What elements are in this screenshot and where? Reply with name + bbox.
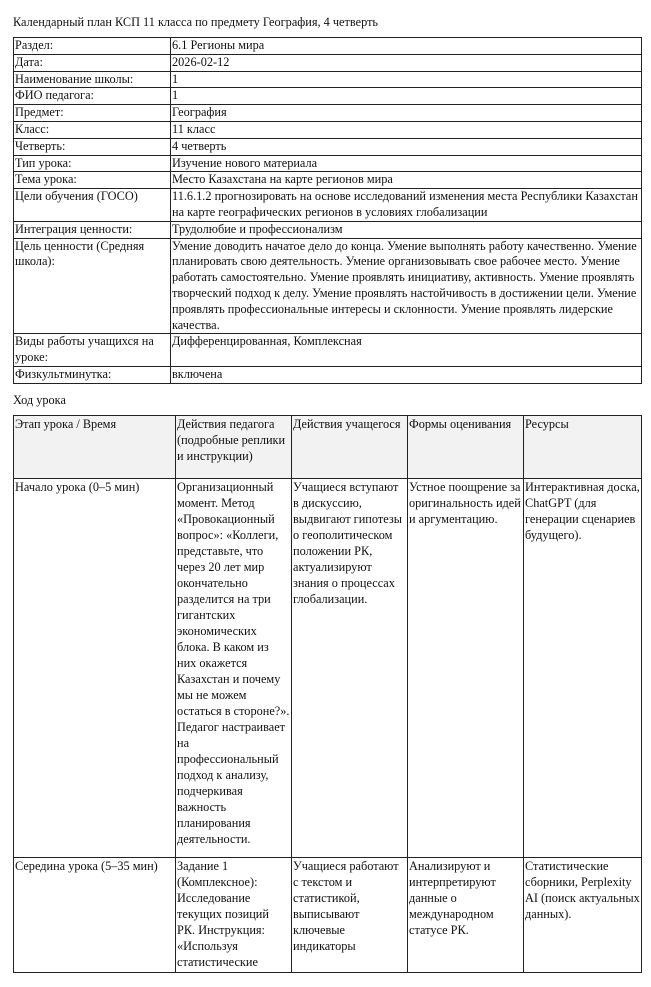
info-row — [14, 54, 642, 71]
plan-header-row — [14, 416, 642, 479]
plan-header-cell: Действия учащегося — [292, 416, 408, 479]
info-value: Место Казахстана на карте регионов мира — [171, 172, 642, 189]
plan-cell — [408, 479, 524, 858]
info-label: Виды работы учащихся на уроке: — [14, 334, 171, 367]
plan-cell-text: Устное поощрение за оригинальность идей и аргументацию. — [409, 480, 521, 526]
plan-cell-text: Интерактивная доска, ChatGPT (для генерации сценариев будущего). — [525, 480, 640, 542]
info-row — [14, 238, 642, 334]
info-label: Дата: — [14, 54, 171, 71]
info-label: Класс: — [14, 121, 171, 138]
plan-cell-text: Задание 1 (Комплексное): Исследование текущих позиций РК. Инструкция: «Используя статистические — [177, 859, 269, 969]
info-value: Изучение нового материала — [171, 155, 642, 172]
info-value: 2026-02-12 — [171, 54, 642, 71]
plan-header-cell: Ресурсы — [524, 416, 642, 479]
info-label: Цель ценности (Средняя школа): — [14, 238, 171, 334]
plan-cell — [524, 858, 642, 973]
info-row — [14, 138, 642, 155]
info-row — [14, 221, 642, 238]
info-value: 6.1 Регионы мира — [171, 38, 642, 55]
plan-cell — [524, 479, 642, 858]
info-label: Четверть: — [14, 138, 171, 155]
plan-cell-text: Учащиеся вступают в дискуссию, выдвигают гипотезы о геополитическом положении РК, актуализируют знания о процессах глобализации. — [293, 480, 402, 606]
plan-cell — [292, 858, 408, 973]
plan-cell-text: Статистические сборники, Perplexity AI (поиск актуальных данных). — [525, 859, 640, 921]
info-value: включена — [171, 366, 642, 383]
plan-cell-text: Анализируют и интерпретируют данные о международном статусе РК. — [409, 859, 496, 937]
plan-row — [14, 479, 642, 858]
info-label: Интеграция ценности: — [14, 221, 171, 238]
plan-header-cell: Формы оценивания — [408, 416, 524, 479]
info-row — [14, 366, 642, 383]
document-title: Календарный план КСП 11 класса по предмету География, 4 четверть — [13, 15, 379, 29]
lesson-info-table — [13, 37, 642, 384]
info-value: Трудолюбие и профессионализм — [171, 221, 642, 238]
info-value: 1 — [171, 88, 642, 105]
info-label: Наименование школы: — [14, 71, 171, 88]
info-value: 11 класс — [171, 121, 642, 138]
plan-header-cell: Действия педагога (подробные реплики и инструкции) — [176, 416, 292, 479]
plan-cell — [14, 858, 176, 973]
plan-cell-text: Начало урока (0–5 мин) — [15, 480, 140, 494]
info-label: Раздел: — [14, 38, 171, 55]
info-value: Умение доводить начатое дело до конца. Умение выполнять работу качественно. Умение планировать свою деятельность. Умение организовывать свое рабочее место. Умение работать самостоятельно. Умение проявлять инициативу, активность. Умение проявлять творческий подход к делу. Умение проявлять настойчивость в достижении цели. Умение проявлять профессиональные интересы и склонности. Умение проявлять лидерские качества. — [171, 238, 642, 334]
info-label: ФИО педагога: — [14, 88, 171, 105]
info-value: 4 четверть — [171, 138, 642, 155]
info-value: 11.6.1.2 прогнозировать на основе исследований изменения места Республики Казахстан на карте географических регионов в условиях глобализации — [171, 189, 642, 222]
info-row — [14, 121, 642, 138]
info-label: Тип урока: — [14, 155, 171, 172]
lesson-plan-table — [13, 415, 642, 973]
info-value: Дифференцированная, Комплексная — [171, 334, 642, 367]
info-row — [14, 334, 642, 367]
plan-cell-text: Середина урока (5–35 мин) — [15, 859, 158, 873]
info-row — [14, 38, 642, 55]
plan-cell — [176, 858, 292, 973]
info-row — [14, 172, 642, 189]
info-label: Тема урока: — [14, 172, 171, 189]
info-label: Физкультминутка: — [14, 366, 171, 383]
info-row — [14, 189, 642, 222]
info-row — [14, 105, 642, 122]
info-label: Цели обучения (ГОСО) — [14, 189, 171, 222]
plan-header-cell: Этап урока / Время — [14, 416, 176, 479]
plan-cell — [176, 479, 292, 858]
info-row — [14, 88, 642, 105]
info-value: 1 — [171, 71, 642, 88]
info-row — [14, 71, 642, 88]
info-value: География — [171, 105, 642, 122]
plan-cell-text: Организационный момент. Метод «Провокационный вопрос»: «Коллеги, представьте, что через 20 лет мир окончательно разделится на три гигантских экономических блока. В каком из них окажется Казахстан и почему мы не можем остаться в стороне?». Педагог настраивает на профессиональный подход к анализу, подчеркивая важность планирования деятельности. — [177, 480, 290, 846]
plan-cell — [408, 858, 524, 973]
plan-cell — [292, 479, 408, 858]
info-row — [14, 155, 642, 172]
plan-row — [14, 858, 642, 973]
info-label: Предмет: — [14, 105, 171, 122]
plan-cell-text: Учащиеся работают с текстом и статистикой, выписывают ключевые индикаторы — [293, 859, 399, 953]
plan-cell — [14, 479, 176, 858]
lesson-flow-heading: Ход урока — [13, 393, 66, 407]
